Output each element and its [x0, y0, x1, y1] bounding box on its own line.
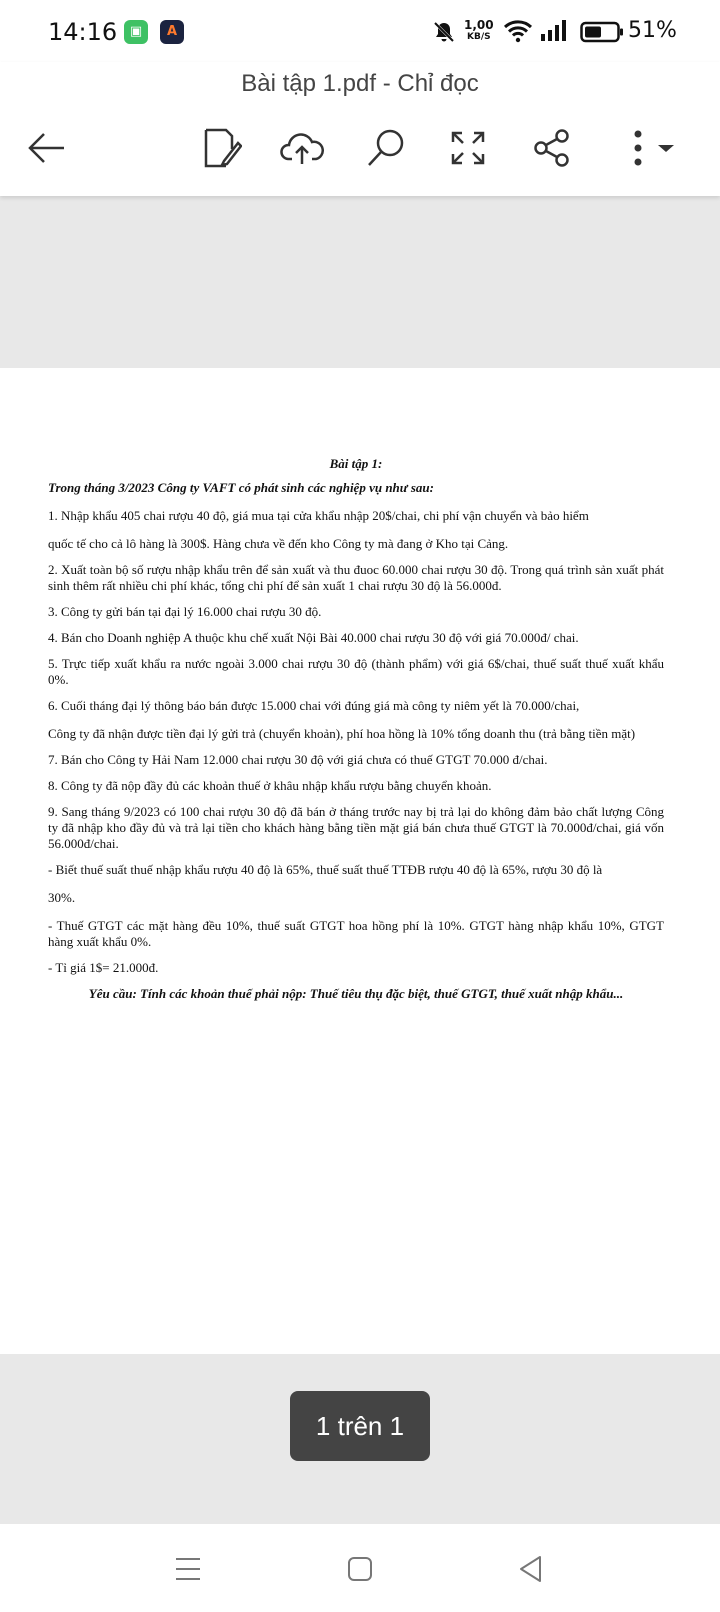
exercise-heading: Bài tập 1: — [329, 456, 383, 471]
requirement: Yêu cầu: Tính các khoản thuế phải nộp: Thuế tiêu thụ đặc biệt, thuế GTGT, thuế xuất nhập khẩu... — [88, 986, 624, 1001]
cloud-upload-icon — [280, 131, 324, 165]
navigation-bar — [0, 1524, 720, 1612]
share-icon — [532, 128, 572, 168]
menu-icon — [175, 1556, 201, 1582]
item-6a: 6. Cuối tháng đại lý thông báo bán được 15.000 chai với đúng giá mà công ty niêm yết là 70.000/chai, — [48, 698, 580, 713]
search-icon — [366, 128, 406, 168]
wifi-icon — [503, 19, 533, 49]
back-button[interactable] — [22, 124, 70, 172]
note-1: - Biết thuế suất thuế nhập khẩu rượu 40 độ là 65%, thuế suất thuế TTĐB rượu 40 độ là 65%, rượu 30 độ là — [48, 862, 603, 877]
share-button[interactable] — [528, 124, 576, 172]
item-1a: 1. Nhập khẩu 405 chai rượu 40 độ, giá mua tại cửa khẩu nhập 20$/chai, chi phí vận chuyển và bảo hiểm — [48, 508, 589, 523]
item-7: 7. Bán cho Công ty Hải Nam 12.000 chai rượu 30 độ với giá chưa có thuế GTGT 70.000 đ/chai. — [48, 752, 548, 767]
exercise-intro: Trong tháng 3/2023 Công ty VAFT có phát sinh các nghiệp vụ như sau: — [48, 480, 434, 495]
item-8: 8. Công ty đã nộp đầy đủ các khoản thuế ở khâu nhập khẩu rượu bằng chuyển khoản. — [48, 778, 492, 793]
home-button[interactable] — [343, 1552, 377, 1586]
net-speed-unit: KB/S — [467, 32, 491, 42]
net-speed — [464, 19, 494, 49]
item-5: 5. Trực tiếp xuất khẩu ra nước ngoài 3.000 chai rượu 30 độ (thành phẩm) với giá 6$/chai, thuế suất thuế xuất khẩu 0%. — [48, 656, 664, 687]
edit-button[interactable] — [198, 124, 246, 172]
back-icon — [518, 1555, 544, 1583]
item-2: 2. Xuất toàn bộ số rượu nhập khẩu trên để sản xuất và thu đuoc 60.000 chai rượu 30 độ. Trong quá trình sản xuất phát sinh thêm rất nhiều chi phí khác, tổng chi phí để sản xuất 1 chai rượu 30 độ là 56.000đ. — [48, 562, 664, 593]
pdf-page[interactable] — [0, 368, 720, 1354]
home-icon — [347, 1556, 373, 1582]
note-1b: 30%. — [48, 890, 76, 905]
item-6b: Công ty đã nhận được tiền đại lý gửi trả (chuyển khoản), phí hoa hồng là 10% tổng doanh thu (trả bằng tiền mặt) — [48, 726, 636, 741]
pdf-content — [48, 456, 664, 1002]
a-app-icon: A — [160, 20, 184, 44]
system-back-button[interactable] — [514, 1552, 548, 1586]
net-speed-value: 1,00 — [464, 18, 494, 32]
item-9: 9. Sang tháng 9/2023 có 100 chai rượu 30 độ đã bán ở tháng trước nay bị trả lại do không đảm bảo chất lượng Công ty đã nhập kho đầy đủ và trả lại tiền cho khách hàng bằng tiền mặt giá bán chưa thuế GTGT là 70.000đ/chai, giá vốn 56.000đ/chai. — [48, 804, 664, 851]
app-header — [0, 62, 720, 196]
item-4: 4. Bán cho Doanh nghiệp A thuộc khu chế xuất Nội Bài 40.000 chai rượu 30 độ với giá 70.000đ/ chai. — [48, 630, 579, 645]
battery-percent: 51% — [628, 18, 677, 43]
document-title: Bài tập 1.pdf - Chỉ đọc — [241, 70, 479, 97]
bell-muted-icon — [432, 20, 456, 50]
more-menu-button[interactable] — [620, 124, 680, 172]
status-bar — [0, 0, 720, 62]
chat-app-icon: ▣ — [124, 20, 148, 44]
note-2: - Thuế GTGT các mặt hàng đều 10%, thuế suất GTGT hoa hồng phí là 10%. GTGT hàng nhập khẩu 10%, GTGT hàng xuất khẩu 0%. — [48, 918, 664, 949]
clock: 14:16 — [48, 18, 118, 46]
edit-document-icon — [202, 127, 242, 169]
back-arrow-icon — [26, 131, 66, 165]
upload-button[interactable] — [278, 124, 326, 172]
note-3: - Tỉ giá 1$= 21.000đ. — [48, 960, 159, 975]
item-3: 3. Công ty gửi bán tại đại lý 16.000 chai rượu 30 độ. — [48, 604, 322, 619]
fullscreen-button[interactable] — [444, 124, 492, 172]
battery-icon — [580, 21, 624, 51]
page-indicator: 1 trên 1 — [290, 1391, 430, 1461]
recent-apps-button[interactable] — [171, 1552, 205, 1586]
item-1b: quốc tế cho cả lô hàng là 300$. Hàng chưa về đến kho Công ty mà đang ở Kho tại Cảng. — [48, 536, 509, 551]
fullscreen-icon — [450, 130, 486, 166]
search-button[interactable] — [362, 124, 410, 172]
signal-icon — [540, 20, 568, 50]
more-menu-icon — [622, 128, 678, 168]
